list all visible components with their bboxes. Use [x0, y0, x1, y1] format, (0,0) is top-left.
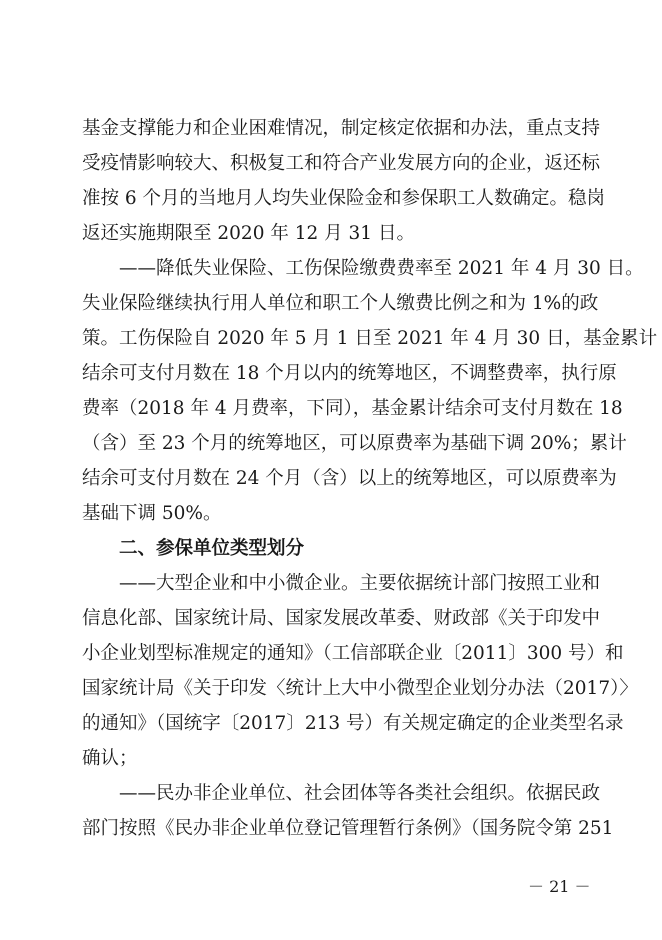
- body-text-line: 返还实施期限至 2020 年 12 月 31 日。: [82, 223, 415, 244]
- body-text-line: ——大型企业和中小微企业。主要依据统计部门按照工业和: [119, 573, 601, 594]
- body-text-line: ——降低失业保险、工伤保险缴费费率至 2021 年 4 月 30 日。: [119, 258, 644, 279]
- page-number: － 21 －: [528, 877, 591, 896]
- section-heading: 二、参保单位类型划分: [119, 538, 305, 559]
- body-text-line: 部门按照《民办非企业单位登记管理暂行条例》（国务院令第 251: [82, 818, 614, 839]
- body-text-line: 的通知》（国统字〔2017〕213 号）有关规定确定的企业类型名录: [82, 713, 624, 734]
- body-text-line: （含）至 23 个月的统筹地区，可以原费率为基础下调 20%；累计: [82, 433, 627, 454]
- body-text-line: 国家统计局《关于印发〈统计上大中小微型企业划分办法（2017）〉: [82, 678, 638, 699]
- body-text-line: 信息化部、国家统计局、国家发展改革委、财政部《关于印发中: [82, 608, 601, 629]
- body-text-line: 结余可支付月数在 24 个月（含）以上的统筹地区，可以原费率为: [82, 468, 617, 489]
- body-text-line: 策。工伤保险自 2020 年 5 月 1 日至 2021 年 4 月 30 日，基金累计: [82, 328, 658, 349]
- body-text-line: 费率（2018 年 4 月费率，下同），基金累计结余可支付月数在 18: [82, 398, 623, 419]
- body-text-line: ——民办非企业单位、社会团体等各类社会组织。依据民政: [119, 783, 601, 804]
- body-text-line: 准按 6 个月的当地月人均失业保险金和参保职工人数确定。稳岗: [82, 188, 606, 209]
- body-text-line: 基金支撑能力和企业困难情况，制定核定依据和办法，重点支持: [82, 118, 601, 139]
- body-text-line: 确认；: [82, 748, 138, 769]
- body-text-line: 失业保险继续执行用人单位和职工个人缴费比例之和为 1%的政: [82, 293, 599, 314]
- body-text-line: 小企业划型标准规定的通知》（工信部联企业〔2011〕300 号）和: [82, 643, 624, 664]
- body-text-line: 基础下调 50%。: [82, 503, 222, 524]
- body-text-line: 结余可支付月数在 18 个月以内的统筹地区，不调整费率，执行原: [82, 363, 617, 384]
- body-text-line: 受疫情影响较大、积极复工和符合产业发展方向的企业，返还标: [82, 153, 601, 174]
